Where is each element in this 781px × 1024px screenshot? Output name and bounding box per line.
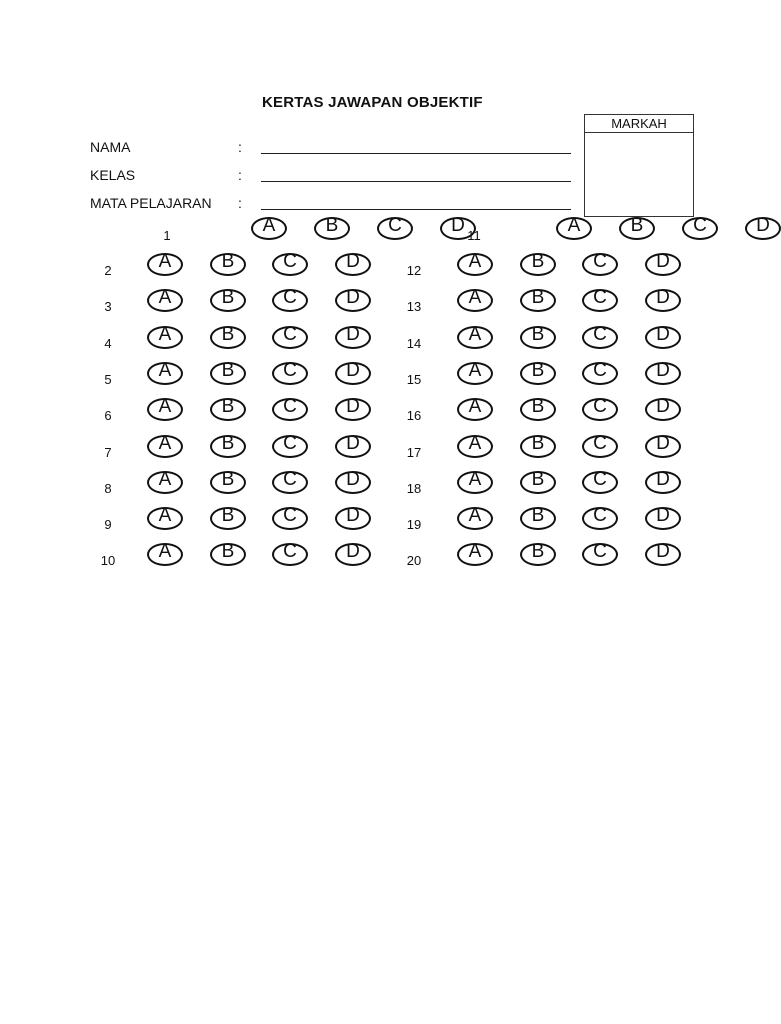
answer-bubble-c[interactable]: C: [272, 326, 308, 349]
mata-pelajaran-field[interactable]: [261, 209, 571, 210]
question-number: 17: [406, 444, 422, 460]
answer-bubble-c[interactable]: C: [272, 398, 308, 421]
answer-bubble-d[interactable]: D: [335, 543, 371, 566]
answer-bubble-b[interactable]: B: [520, 289, 556, 312]
answer-bubble-b[interactable]: B: [520, 253, 556, 276]
answer-bubble-b[interactable]: B: [210, 543, 246, 566]
answer-bubble-c[interactable]: C: [377, 217, 413, 240]
question-number: 10: [100, 553, 116, 569]
answer-bubble-d[interactable]: D: [440, 217, 476, 240]
answer-bubble-d[interactable]: D: [645, 362, 681, 385]
kelas-label: KELAS: [90, 167, 136, 183]
answer-bubble-d[interactable]: D: [335, 362, 371, 385]
answer-bubble-c[interactable]: C: [272, 435, 308, 458]
answer-bubble-a[interactable]: A: [457, 253, 493, 276]
answer-bubble-b[interactable]: B: [520, 507, 556, 530]
markah-score-field[interactable]: [585, 133, 693, 217]
answer-bubble-a[interactable]: A: [147, 471, 183, 494]
answer-bubble-d[interactable]: D: [335, 289, 371, 312]
answer-bubble-b[interactable]: B: [210, 362, 246, 385]
question-number: 15: [406, 371, 422, 387]
answer-bubble-b[interactable]: B: [210, 326, 246, 349]
answer-bubble-d[interactable]: D: [645, 326, 681, 349]
answer-bubble-b[interactable]: B: [619, 217, 655, 240]
answer-bubble-c[interactable]: C: [272, 471, 308, 494]
answer-bubble-b[interactable]: B: [520, 362, 556, 385]
answer-bubble-b[interactable]: B: [520, 398, 556, 421]
answer-bubble-d[interactable]: D: [645, 253, 681, 276]
answer-bubble-a[interactable]: A: [147, 289, 183, 312]
answer-bubble-d[interactable]: D: [335, 253, 371, 276]
answer-bubble-a[interactable]: A: [457, 507, 493, 530]
answer-bubble-c[interactable]: C: [582, 543, 618, 566]
mata-pelajaran-label: MATA PELAJARAN: [90, 195, 212, 211]
answer-bubble-b[interactable]: B: [520, 543, 556, 566]
markah-box: [584, 114, 694, 217]
answer-bubble-c[interactable]: C: [272, 362, 308, 385]
answer-bubble-b[interactable]: B: [210, 398, 246, 421]
question-number: 12: [406, 263, 422, 278]
answer-bubble-b[interactable]: B: [210, 253, 246, 276]
question-number: 16: [406, 408, 422, 424]
question-number: 2: [104, 263, 112, 278]
answer-bubble-d[interactable]: D: [335, 398, 371, 421]
answer-bubble-c[interactable]: C: [272, 543, 308, 566]
answer-bubble-a[interactable]: A: [457, 326, 493, 349]
question-number: 11: [467, 228, 481, 243]
answer-bubble-c[interactable]: C: [582, 289, 618, 312]
answer-bubble-a[interactable]: A: [457, 362, 493, 385]
question-number: 4: [104, 335, 112, 351]
markah-label: MARKAH: [585, 115, 693, 133]
answer-bubble-c[interactable]: C: [272, 253, 308, 276]
question-number: 9: [104, 517, 112, 533]
question-number: 19: [406, 517, 422, 533]
answer-bubble-a[interactable]: A: [147, 543, 183, 566]
answer-bubble-a[interactable]: A: [556, 217, 592, 240]
answer-bubble-a[interactable]: A: [457, 543, 493, 566]
answer-bubble-c[interactable]: C: [582, 507, 618, 530]
mata-pelajaran-colon: :: [238, 195, 242, 211]
question-number: 20: [406, 553, 422, 569]
answer-bubble-d[interactable]: D: [645, 435, 681, 458]
question-number: 7: [104, 444, 112, 460]
question-number: 8: [104, 480, 112, 496]
answer-bubble-d[interactable]: D: [335, 471, 371, 494]
answer-bubble-d[interactable]: D: [335, 507, 371, 530]
answer-bubble-a[interactable]: A: [147, 435, 183, 458]
answer-bubble-d[interactable]: D: [335, 435, 371, 458]
answer-bubble-b[interactable]: B: [314, 217, 350, 240]
answer-bubble-a[interactable]: A: [147, 326, 183, 349]
answer-bubble-b[interactable]: B: [210, 289, 246, 312]
nama-label: NAMA: [90, 139, 131, 155]
question-number: 3: [104, 299, 112, 315]
answer-bubble-a[interactable]: A: [251, 217, 287, 240]
page-title: KERTAS JAWAPAN OBJEKTIF: [262, 94, 483, 111]
answer-bubble-b[interactable]: B: [210, 435, 246, 458]
question-number: 1: [163, 228, 171, 243]
answer-bubble-d[interactable]: D: [645, 398, 681, 421]
kelas-colon: :: [238, 167, 242, 183]
question-number: 13: [406, 299, 422, 315]
answer-bubble-d[interactable]: D: [645, 289, 681, 312]
question-number: 5: [104, 371, 112, 387]
answer-bubble-b[interactable]: B: [210, 471, 246, 494]
answer-bubble-c[interactable]: C: [582, 435, 618, 458]
answer-bubble-d[interactable]: D: [335, 326, 371, 349]
answer-bubble-a[interactable]: A: [457, 398, 493, 421]
answer-bubble-c[interactable]: C: [272, 507, 308, 530]
answer-bubble-c[interactable]: C: [582, 471, 618, 494]
nama-colon: :: [238, 139, 242, 155]
question-number: 6: [104, 408, 112, 424]
answer-bubble-a[interactable]: A: [147, 253, 183, 276]
answer-bubble-d[interactable]: D: [645, 507, 681, 530]
answer-bubble-c[interactable]: C: [272, 289, 308, 312]
answer-bubble-d[interactable]: D: [645, 471, 681, 494]
question-number: 14: [406, 335, 422, 351]
answer-bubble-a[interactable]: A: [147, 398, 183, 421]
answer-bubble-a[interactable]: A: [457, 471, 493, 494]
answer-bubble-a[interactable]: A: [457, 289, 493, 312]
answer-bubble-c[interactable]: C: [582, 362, 618, 385]
answer-bubble-c[interactable]: C: [682, 217, 718, 240]
answer-bubble-b[interactable]: B: [210, 507, 246, 530]
answer-bubble-a[interactable]: A: [457, 435, 493, 458]
answer-bubble-c[interactable]: C: [582, 253, 618, 276]
answer-bubble-d[interactable]: D: [645, 543, 681, 566]
answer-bubble-b[interactable]: B: [520, 435, 556, 458]
question-number: 18: [406, 480, 422, 496]
answer-bubble-d[interactable]: D: [745, 217, 781, 240]
kelas-field[interactable]: [261, 181, 571, 182]
answer-bubble-c[interactable]: C: [582, 398, 618, 421]
answer-bubble-c[interactable]: C: [582, 326, 618, 349]
answer-bubble-a[interactable]: A: [147, 362, 183, 385]
answer-bubble-b[interactable]: B: [520, 471, 556, 494]
answer-bubble-a[interactable]: A: [147, 507, 183, 530]
answer-bubble-b[interactable]: B: [520, 326, 556, 349]
nama-field[interactable]: [261, 153, 571, 154]
